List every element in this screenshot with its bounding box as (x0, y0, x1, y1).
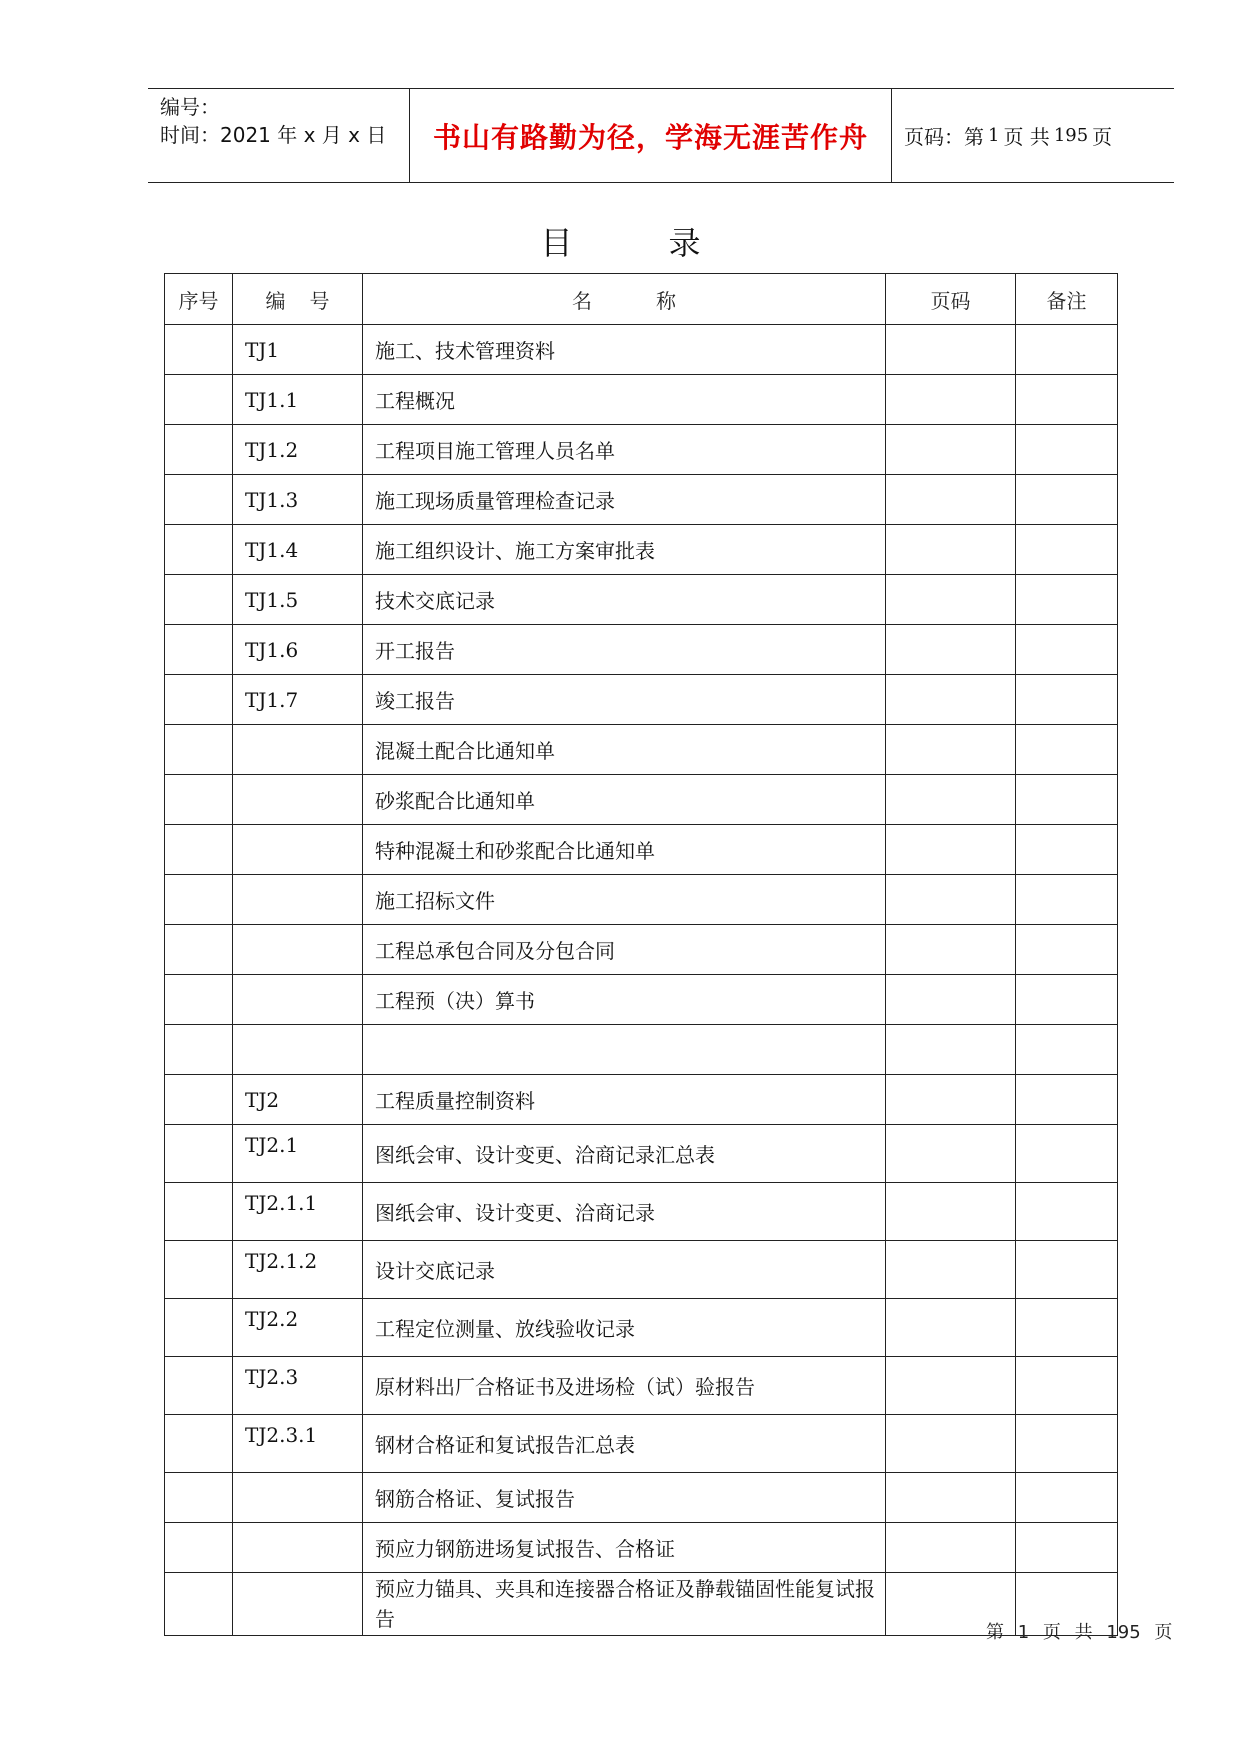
header-meta (148, 89, 410, 182)
cell-page (886, 1125, 1016, 1183)
cell-note (1016, 1183, 1118, 1241)
cell-code: TJ2.1.1 (233, 1183, 363, 1241)
cell-page (886, 775, 1016, 825)
cell-name: 施工招标文件 (363, 875, 886, 925)
page-mid: 页 共 (1003, 125, 1050, 149)
cell-code (233, 1473, 363, 1523)
cell-note (1016, 825, 1118, 875)
cell-page (886, 1299, 1016, 1357)
cell-index (165, 325, 233, 375)
page-suffix: 页 (1092, 125, 1113, 149)
cell-code (233, 725, 363, 775)
cell-index (165, 375, 233, 425)
table-row (165, 1573, 1118, 1636)
cell-index (165, 1125, 233, 1183)
cell-name: 施工组织设计、施工方案审批表 (363, 525, 886, 575)
table-row (165, 575, 1118, 625)
cell-name: 砂浆配合比通知单 (363, 775, 886, 825)
cell-note (1016, 1125, 1118, 1183)
header-code-a: 编 (265, 288, 286, 313)
cell-index (165, 1241, 233, 1299)
cell-page (886, 1025, 1016, 1075)
cell-name: 施工现场质量管理检查记录 (363, 475, 886, 525)
cell-page (886, 475, 1016, 525)
table-row (165, 1075, 1118, 1125)
header-motto: 书山有路勤为径，学海无涯苦作舟 (410, 89, 892, 182)
table-row (165, 375, 1118, 425)
cell-page (886, 1183, 1016, 1241)
cell-index (165, 775, 233, 825)
cell-index (165, 1357, 233, 1415)
cell-name: 特种混凝土和砂浆配合比通知单 (363, 825, 886, 875)
table-row (165, 725, 1118, 775)
cell-note (1016, 625, 1118, 675)
cell-page (886, 325, 1016, 375)
cell-note (1016, 1241, 1118, 1299)
cell-page (886, 875, 1016, 925)
cell-index (165, 1299, 233, 1357)
table-row (165, 525, 1118, 575)
header-name-b: 称 (656, 288, 676, 313)
table-row (165, 1241, 1118, 1299)
cell-code: TJ2 (233, 1075, 363, 1125)
cell-name: 钢筋合格证、复试报告 (363, 1473, 886, 1523)
header-code (233, 274, 363, 325)
cell-code: TJ1.7 (233, 675, 363, 725)
cell-note (1016, 1299, 1118, 1357)
cell-code (233, 775, 363, 825)
cell-code: TJ1.3 (233, 475, 363, 525)
header-name (363, 274, 886, 325)
cell-code (233, 975, 363, 1025)
cell-page (886, 725, 1016, 775)
cell-code (233, 825, 363, 875)
cell-index (165, 875, 233, 925)
cell-page (886, 1415, 1016, 1473)
cell-index (165, 425, 233, 475)
cell-note (1016, 475, 1118, 525)
cell-index (165, 575, 233, 625)
cell-name: 混凝土配合比通知单 (363, 725, 886, 775)
cell-note (1016, 675, 1118, 725)
cell-name: 原材料出厂合格证书及进场检（试）验报告 (363, 1357, 886, 1415)
cell-code: TJ1.4 (233, 525, 363, 575)
cell-note (1016, 1075, 1118, 1125)
cell-name: 图纸会审、设计变更、洽商记录汇总表 (363, 1125, 886, 1183)
cell-note (1016, 1357, 1118, 1415)
cell-name: 设计交底记录 (363, 1241, 886, 1299)
cell-code: TJ2.3 (233, 1357, 363, 1415)
cell-code (233, 1573, 363, 1636)
serial-label: 编号： (160, 95, 220, 119)
cell-code: TJ2.3.1 (233, 1415, 363, 1473)
page-current: 1 (988, 125, 1000, 146)
title-right: 录 (668, 224, 701, 262)
cell-name (363, 1025, 886, 1075)
cell-name: 工程定位测量、放线验收记录 (363, 1299, 886, 1357)
cell-note (1016, 425, 1118, 475)
time-label: 时间：2021 年 x 月 x 日 (160, 123, 387, 147)
cell-index (165, 975, 233, 1025)
table-row (165, 825, 1118, 875)
cell-code: TJ1 (233, 325, 363, 375)
cell-index (165, 475, 233, 525)
cell-note (1016, 1523, 1118, 1573)
cell-note (1016, 1025, 1118, 1075)
cell-index (165, 1183, 233, 1241)
cell-name: 预应力锚具、夹具和连接器合格证及静载锚固性能复试报告 (363, 1573, 886, 1636)
page-footer: 第 1 页 共 195 页 (986, 1622, 1173, 1643)
table-row (165, 1025, 1118, 1075)
cell-page (886, 975, 1016, 1025)
cell-page (886, 1241, 1016, 1299)
page-total: 195 (1053, 125, 1089, 146)
cell-name: 竣工报告 (363, 675, 886, 725)
cell-code: TJ1.2 (233, 425, 363, 475)
header-index: 序号 (165, 274, 233, 325)
table-row (165, 925, 1118, 975)
cell-code: TJ1.1 (233, 375, 363, 425)
toc-table (164, 273, 1118, 1636)
cell-page (886, 825, 1016, 875)
header-name-a: 名 (572, 288, 592, 313)
page-title (0, 218, 1241, 264)
cell-index (165, 525, 233, 575)
cell-note (1016, 925, 1118, 975)
cell-index (165, 825, 233, 875)
cell-note (1016, 375, 1118, 425)
cell-note (1016, 525, 1118, 575)
cell-index (165, 1523, 233, 1573)
cell-code (233, 1025, 363, 1075)
cell-index (165, 1415, 233, 1473)
cell-page (886, 1075, 1016, 1125)
cell-code: TJ2.2 (233, 1299, 363, 1357)
table-row (165, 1299, 1118, 1357)
cell-page (886, 375, 1016, 425)
header-page-info (892, 89, 1174, 182)
cell-index (165, 925, 233, 975)
table-row (165, 1415, 1118, 1473)
table-row (165, 425, 1118, 475)
table-row (165, 675, 1118, 725)
cell-page (886, 625, 1016, 675)
table-row (165, 1523, 1118, 1573)
cell-name: 施工、技术管理资料 (363, 325, 886, 375)
cell-page (886, 1473, 1016, 1523)
table-row (165, 625, 1118, 675)
page-prefix: 页码：第 (904, 125, 984, 149)
table-row (165, 875, 1118, 925)
cell-name: 预应力钢筋进场复试报告、合格证 (363, 1523, 886, 1573)
cell-name: 钢材合格证和复试报告汇总表 (363, 1415, 886, 1473)
cell-code (233, 1523, 363, 1573)
table-row (165, 1183, 1118, 1241)
cell-note (1016, 775, 1118, 825)
cell-note (1016, 875, 1118, 925)
document-header (148, 88, 1174, 183)
cell-name: 工程预（决）算书 (363, 975, 886, 1025)
cell-page (886, 575, 1016, 625)
cell-note (1016, 325, 1118, 375)
cell-index (165, 675, 233, 725)
cell-name: 开工报告 (363, 625, 886, 675)
table-row (165, 975, 1118, 1025)
header-note: 备注 (1016, 274, 1118, 325)
cell-note (1016, 975, 1118, 1025)
table-row (165, 1473, 1118, 1523)
cell-page (886, 1523, 1016, 1573)
cell-code: TJ2.1.2 (233, 1241, 363, 1299)
cell-note (1016, 575, 1118, 625)
cell-index (165, 1473, 233, 1523)
cell-page (886, 925, 1016, 975)
cell-page (886, 1357, 1016, 1415)
table-row (165, 775, 1118, 825)
cell-note (1016, 1473, 1118, 1523)
cell-code: TJ2.1 (233, 1125, 363, 1183)
cell-note (1016, 1415, 1118, 1473)
cell-name: 工程概况 (363, 375, 886, 425)
cell-code (233, 875, 363, 925)
cell-index (165, 1075, 233, 1125)
table-row (165, 475, 1118, 525)
cell-index (165, 1025, 233, 1075)
title-left: 目 (540, 224, 573, 262)
header-code-b: 号 (309, 288, 330, 313)
cell-page (886, 425, 1016, 475)
cell-name: 技术交底记录 (363, 575, 886, 625)
table-row (165, 1125, 1118, 1183)
cell-name: 工程总承包合同及分包合同 (363, 925, 886, 975)
table-row (165, 325, 1118, 375)
table-header-row (165, 274, 1118, 325)
header-page: 页码 (886, 274, 1016, 325)
cell-index (165, 625, 233, 675)
cell-name: 图纸会审、设计变更、洽商记录 (363, 1183, 886, 1241)
toc-body (165, 325, 1118, 1636)
cell-code: TJ1.6 (233, 625, 363, 675)
cell-index (165, 1573, 233, 1636)
cell-code (233, 925, 363, 975)
cell-name: 工程项目施工管理人员名单 (363, 425, 886, 475)
table-row (165, 1357, 1118, 1415)
cell-note (1016, 725, 1118, 775)
cell-page (886, 525, 1016, 575)
cell-code: TJ1.5 (233, 575, 363, 625)
cell-name: 工程质量控制资料 (363, 1075, 886, 1125)
cell-index (165, 725, 233, 775)
cell-page (886, 675, 1016, 725)
